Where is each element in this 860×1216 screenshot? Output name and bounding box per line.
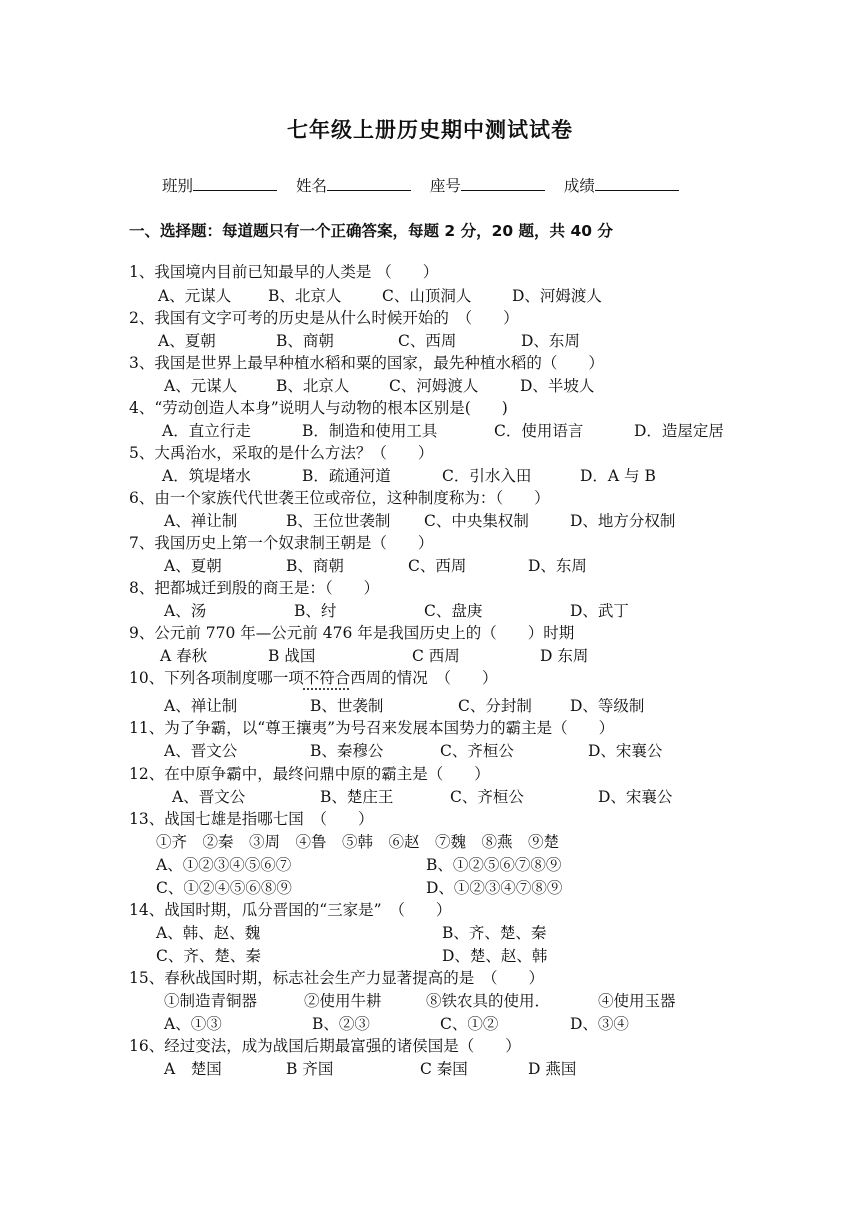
q2-option-a: A、夏朝	[158, 332, 216, 350]
section-heading: 一、选择题：每道题只有一个正确答案，每题 2 分，20 题，共 40 分	[129, 222, 613, 240]
q14-option-d: D、楚、赵、韩	[442, 947, 548, 965]
q6-option-a: A、禅让制	[164, 512, 238, 530]
q3-option-b: B、北京人	[276, 377, 350, 395]
q1-option-c: C、山顶洞人	[382, 287, 472, 305]
question-7: 7、我国历史上第一个奴隶制王朝是（ ）	[129, 534, 434, 552]
q8-option-d: D、武丁	[570, 602, 629, 620]
question-10: 10、下列各项制度哪一项不符合西周的情况 （ ）	[129, 669, 498, 687]
student-info-line	[162, 174, 693, 196]
score-blank[interactable]	[595, 176, 679, 191]
q6-option-d: D、地方分权制	[570, 512, 676, 530]
question-16: 16、经过变法，成为战国后期最富强的诸侯国是（ ）	[129, 1037, 521, 1055]
q7-option-a: A、夏朝	[164, 557, 222, 575]
q15-option-d: D、③④	[570, 1015, 629, 1033]
q15-item-1: ①制造青铜器	[164, 992, 258, 1010]
q5-option-c: C．引水入田	[442, 467, 532, 485]
q7-option-c: C、西周	[408, 557, 467, 575]
question-12: 12、在中原争霸中，最终问鼎中原的霸主是（ ）	[129, 765, 490, 783]
q3-option-d: D、半坡人	[520, 377, 595, 395]
q15-option-b: B、②③	[312, 1015, 370, 1033]
q7-option-d: D、东周	[528, 557, 587, 575]
question-1: 1、我国境内目前已知最早的人类是 （ ）	[129, 263, 439, 281]
q16-option-a: A 楚国	[164, 1060, 222, 1078]
q9-option-b: B 战国	[268, 647, 316, 665]
q10-option-b: B、世袭制	[310, 697, 384, 715]
q9-option-a: A 春秋	[160, 647, 208, 665]
q12-option-a: A、晋文公	[172, 788, 246, 806]
q3-option-c: C、河姆渡人	[389, 377, 479, 395]
q8-option-b: B、纣	[294, 602, 337, 620]
q9-option-d: D 东周	[540, 647, 589, 665]
q2-option-c: C、西周	[398, 332, 457, 350]
question-11: 11、为了争霸，以“尊王攘夷”为号召来发展本国势力的霸主是（ ）	[129, 719, 615, 737]
q5-option-b: B．疏通河道	[302, 467, 391, 485]
question-2: 2、我国有文字可考的历史是从什么时候开始的 （ ）	[129, 309, 519, 327]
q14-option-a: A、韩、赵、魏	[156, 924, 261, 942]
q2-option-b: B、商朝	[276, 332, 334, 350]
page-title: 七年级上册历史期中测试试卷	[287, 117, 573, 142]
q4-option-b: B．制造和使用工具	[302, 422, 438, 440]
question-15: 15、春秋战国时期，标志社会生产力显著提高的是 （ ）	[129, 969, 544, 987]
q2-option-d: D、东周	[521, 332, 580, 350]
name-field[interactable]: 姓名	[296, 177, 411, 195]
q16-option-d: D 燕国	[528, 1060, 577, 1078]
q13-option-d: D、①②③④⑦⑧⑨	[426, 879, 563, 897]
q15-item-3: ⑧铁农具的使用．	[426, 992, 551, 1010]
q16-option-c: C 秦国	[420, 1060, 468, 1078]
q11-option-c: C、齐桓公	[440, 742, 514, 760]
q1-option-b: B、北京人	[268, 287, 342, 305]
q14-option-c: C、齐、楚、秦	[156, 947, 261, 965]
q9-option-c: C 西周	[412, 647, 460, 665]
q10-option-d: D、等级制	[570, 697, 645, 715]
q15-item-2: ②使用牛耕	[304, 992, 382, 1010]
q12-option-b: B、楚庄王	[320, 788, 394, 806]
question-14: 14、战国时期，瓜分晋国的“三家是” （ ）	[129, 901, 452, 919]
q6-option-c: C、中央集权制	[424, 512, 529, 530]
q11-option-a: A、晋文公	[164, 742, 238, 760]
class-blank[interactable]	[193, 176, 277, 191]
class-field[interactable]: 班别	[162, 177, 277, 195]
q12-option-d: D、宋襄公	[598, 788, 673, 806]
q13-option-b: B、①②⑤⑥⑦⑧⑨	[426, 856, 562, 874]
q1-option-d: D、河姆渡人	[512, 287, 602, 305]
q11-option-d: D、宋襄公	[588, 742, 663, 760]
q13-option-a: A、①②③④⑤⑥⑦	[156, 856, 292, 874]
q15-option-a: A、①③	[164, 1015, 222, 1033]
q15-item-4: ④使用玉器	[598, 992, 676, 1010]
question-13: 13、战国七雄是指哪七国 （ ）	[129, 810, 374, 828]
question-6: 6、由一个家族代代世袭王位或帝位，这种制度称为：（ ）	[129, 489, 550, 507]
q5-option-a: A．筑堤堵水	[162, 467, 251, 485]
q7-option-b: B、商朝	[286, 557, 344, 575]
question-9: 9、公元前 770 年—公元前 476 年是我国历史上的（ ）时期	[129, 624, 575, 642]
seat-blank[interactable]	[461, 176, 545, 191]
question-5: 5、大禹治水，采取的是什么方法？（ ）	[129, 444, 434, 462]
q4-option-d: D．造屋定居	[634, 422, 724, 440]
q13-items: ①齐 ②秦 ③周 ④鲁 ⑤韩 ⑥赵 ⑦魏 ⑧燕 ⑨楚	[156, 833, 560, 851]
q1-option-a: A、元谋人	[158, 287, 232, 305]
q8-option-a: A、汤	[164, 602, 207, 620]
q5-option-d: D．A 与 B	[580, 467, 656, 485]
q3-option-a: A、元谋人	[164, 377, 238, 395]
q13-option-c: C、①②④⑤⑥⑧⑨	[156, 879, 292, 897]
q4-option-c: C．使用语言	[494, 422, 584, 440]
q16-option-b: B 齐国	[286, 1060, 334, 1078]
q8-option-c: C、盘庚	[424, 602, 483, 620]
q10-option-c: C、分封制	[458, 697, 532, 715]
emphasis-dotted-text: 不符合	[303, 669, 351, 687]
seat-field[interactable]: 座号	[430, 177, 545, 195]
score-field[interactable]: 成绩	[564, 177, 679, 195]
name-blank[interactable]	[327, 176, 411, 191]
q11-option-b: B、秦穆公	[310, 742, 384, 760]
q10-option-a: A、禅让制	[164, 697, 238, 715]
q6-option-b: B、王位世袭制	[286, 512, 391, 530]
question-4: 4、“劳动创造人本身”说明人与动物的根本区别是( )	[129, 399, 508, 417]
q4-option-a: A．直立行走	[162, 422, 251, 440]
q15-option-c: C、①②	[440, 1015, 499, 1033]
q14-option-b: B、齐、楚、秦	[442, 924, 547, 942]
question-8: 8、把都城迁到殷的商王是：（ ）	[129, 579, 380, 597]
q12-option-c: C、齐桓公	[450, 788, 524, 806]
question-3: 3、我国是世界上最早种植水稻和粟的国家，最先种植水稻的（ ）	[129, 354, 604, 372]
